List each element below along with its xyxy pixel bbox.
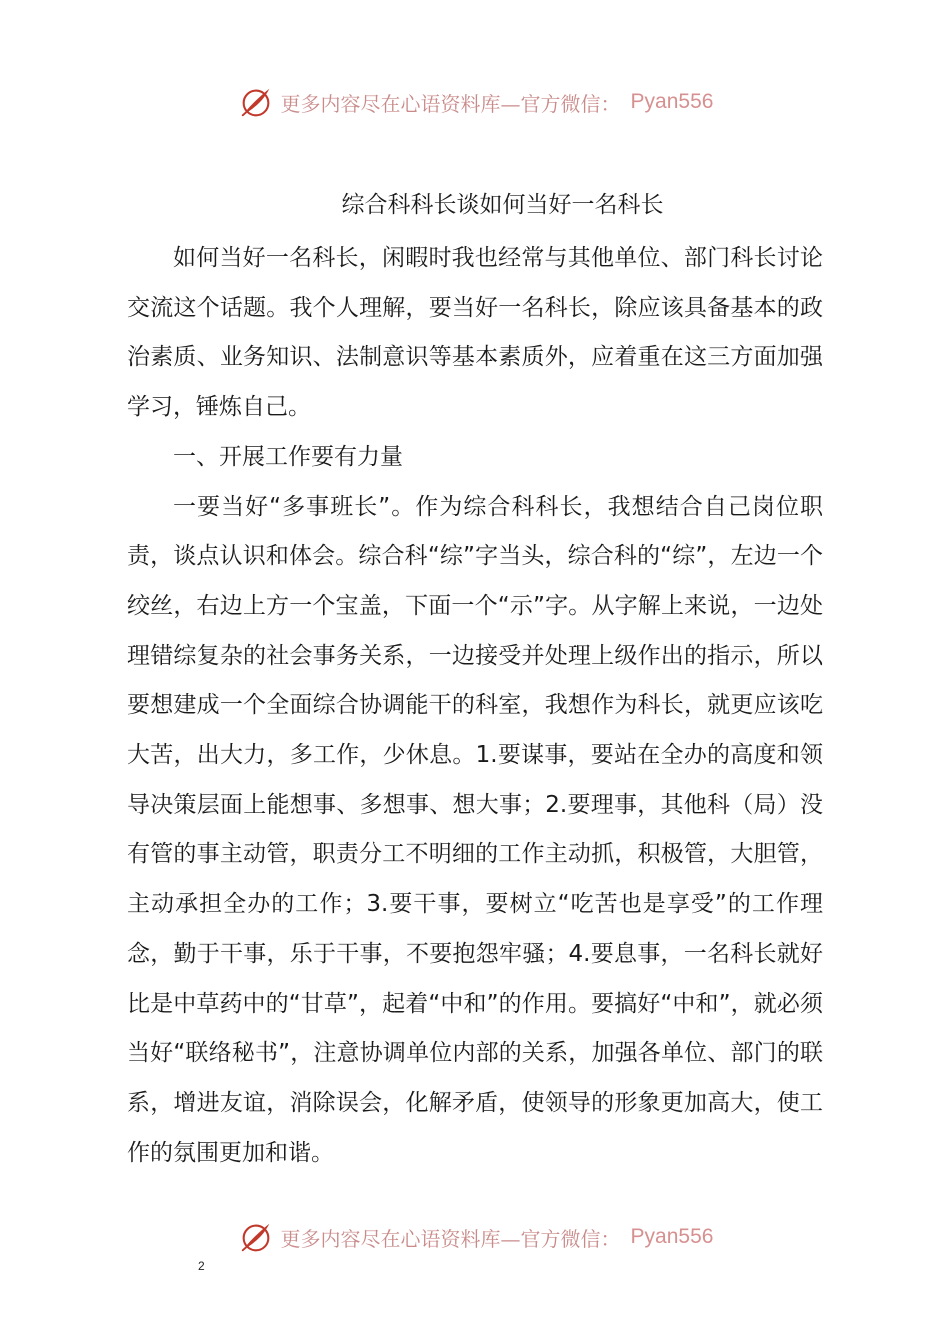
- section-heading: 一、开展工作要有力量: [173, 443, 403, 470]
- page-number: 2: [198, 1259, 205, 1273]
- document-body: [127, 234, 823, 1178]
- watermark-text: 更多内容尽在心语资料库—官方微信：: [280, 91, 621, 116]
- header-watermark: [0, 82, 950, 122]
- quill-logo-icon: [237, 1218, 275, 1256]
- paragraph-section-one: 一要当好“多事班长”。作为综合科科长，我想结合自己岗位职责，谈点认识和体会。综合科“综”字当头，综合科的“综”，左边一个绞丝，右边上方一个宝盖，下面一个“示”字。从字解上来说，一边处理错综复杂的社会事务关系，一边接受并处理上级作出的指示，所以要想建成一个全面综合协调能干的科室，我想作为科长，就更应该吃大苦，出大力，多工作，少休息。1.要谋事，要站在全办的高度和领导决策层面上能想事、多想事、想大事；2.要理事，其他科（局）没有管的事主动管，职责分工不明细的工作主动抓，积极管，大胆管，主动承担全办的工作；3.要干事，要树立“吃苦也是享受”的工作理念，勤于干事，乐于干事，不要抱怨牢骚；4.要息事，一名科长就好比是中草药中的“甘草”，起着“中和”的作用。要搞好“中和”，就必须当好“联络秘书”，注意协调单位内部的关系，加强各单位、部门的联系，增进友谊，消除误会，化解矛盾，使领导的形象更加高大，使工作的氛围更加和谐。: [127, 493, 823, 1166]
- document-title: 综合科科长谈如何当好一名科长: [341, 192, 664, 218]
- paragraph-intro: 如何当好一名科长，闲暇时我也经常与其他单位、部门科长讨论交流这个话题。我个人理解，要当好一名科长，除应该具备基本的政治素质、业务知识、法制意识等基本素质外，应着重在这三方面加强学习，锤炼自己。: [127, 245, 823, 421]
- watermark-text: 更多内容尽在心语资料库—官方微信：: [280, 1226, 621, 1251]
- watermark-wechat-id: Pyan556: [630, 1225, 714, 1248]
- footer-watermark: [0, 1217, 950, 1257]
- watermark-wechat-id: Pyan556: [630, 90, 714, 113]
- quill-logo-icon: [237, 83, 275, 121]
